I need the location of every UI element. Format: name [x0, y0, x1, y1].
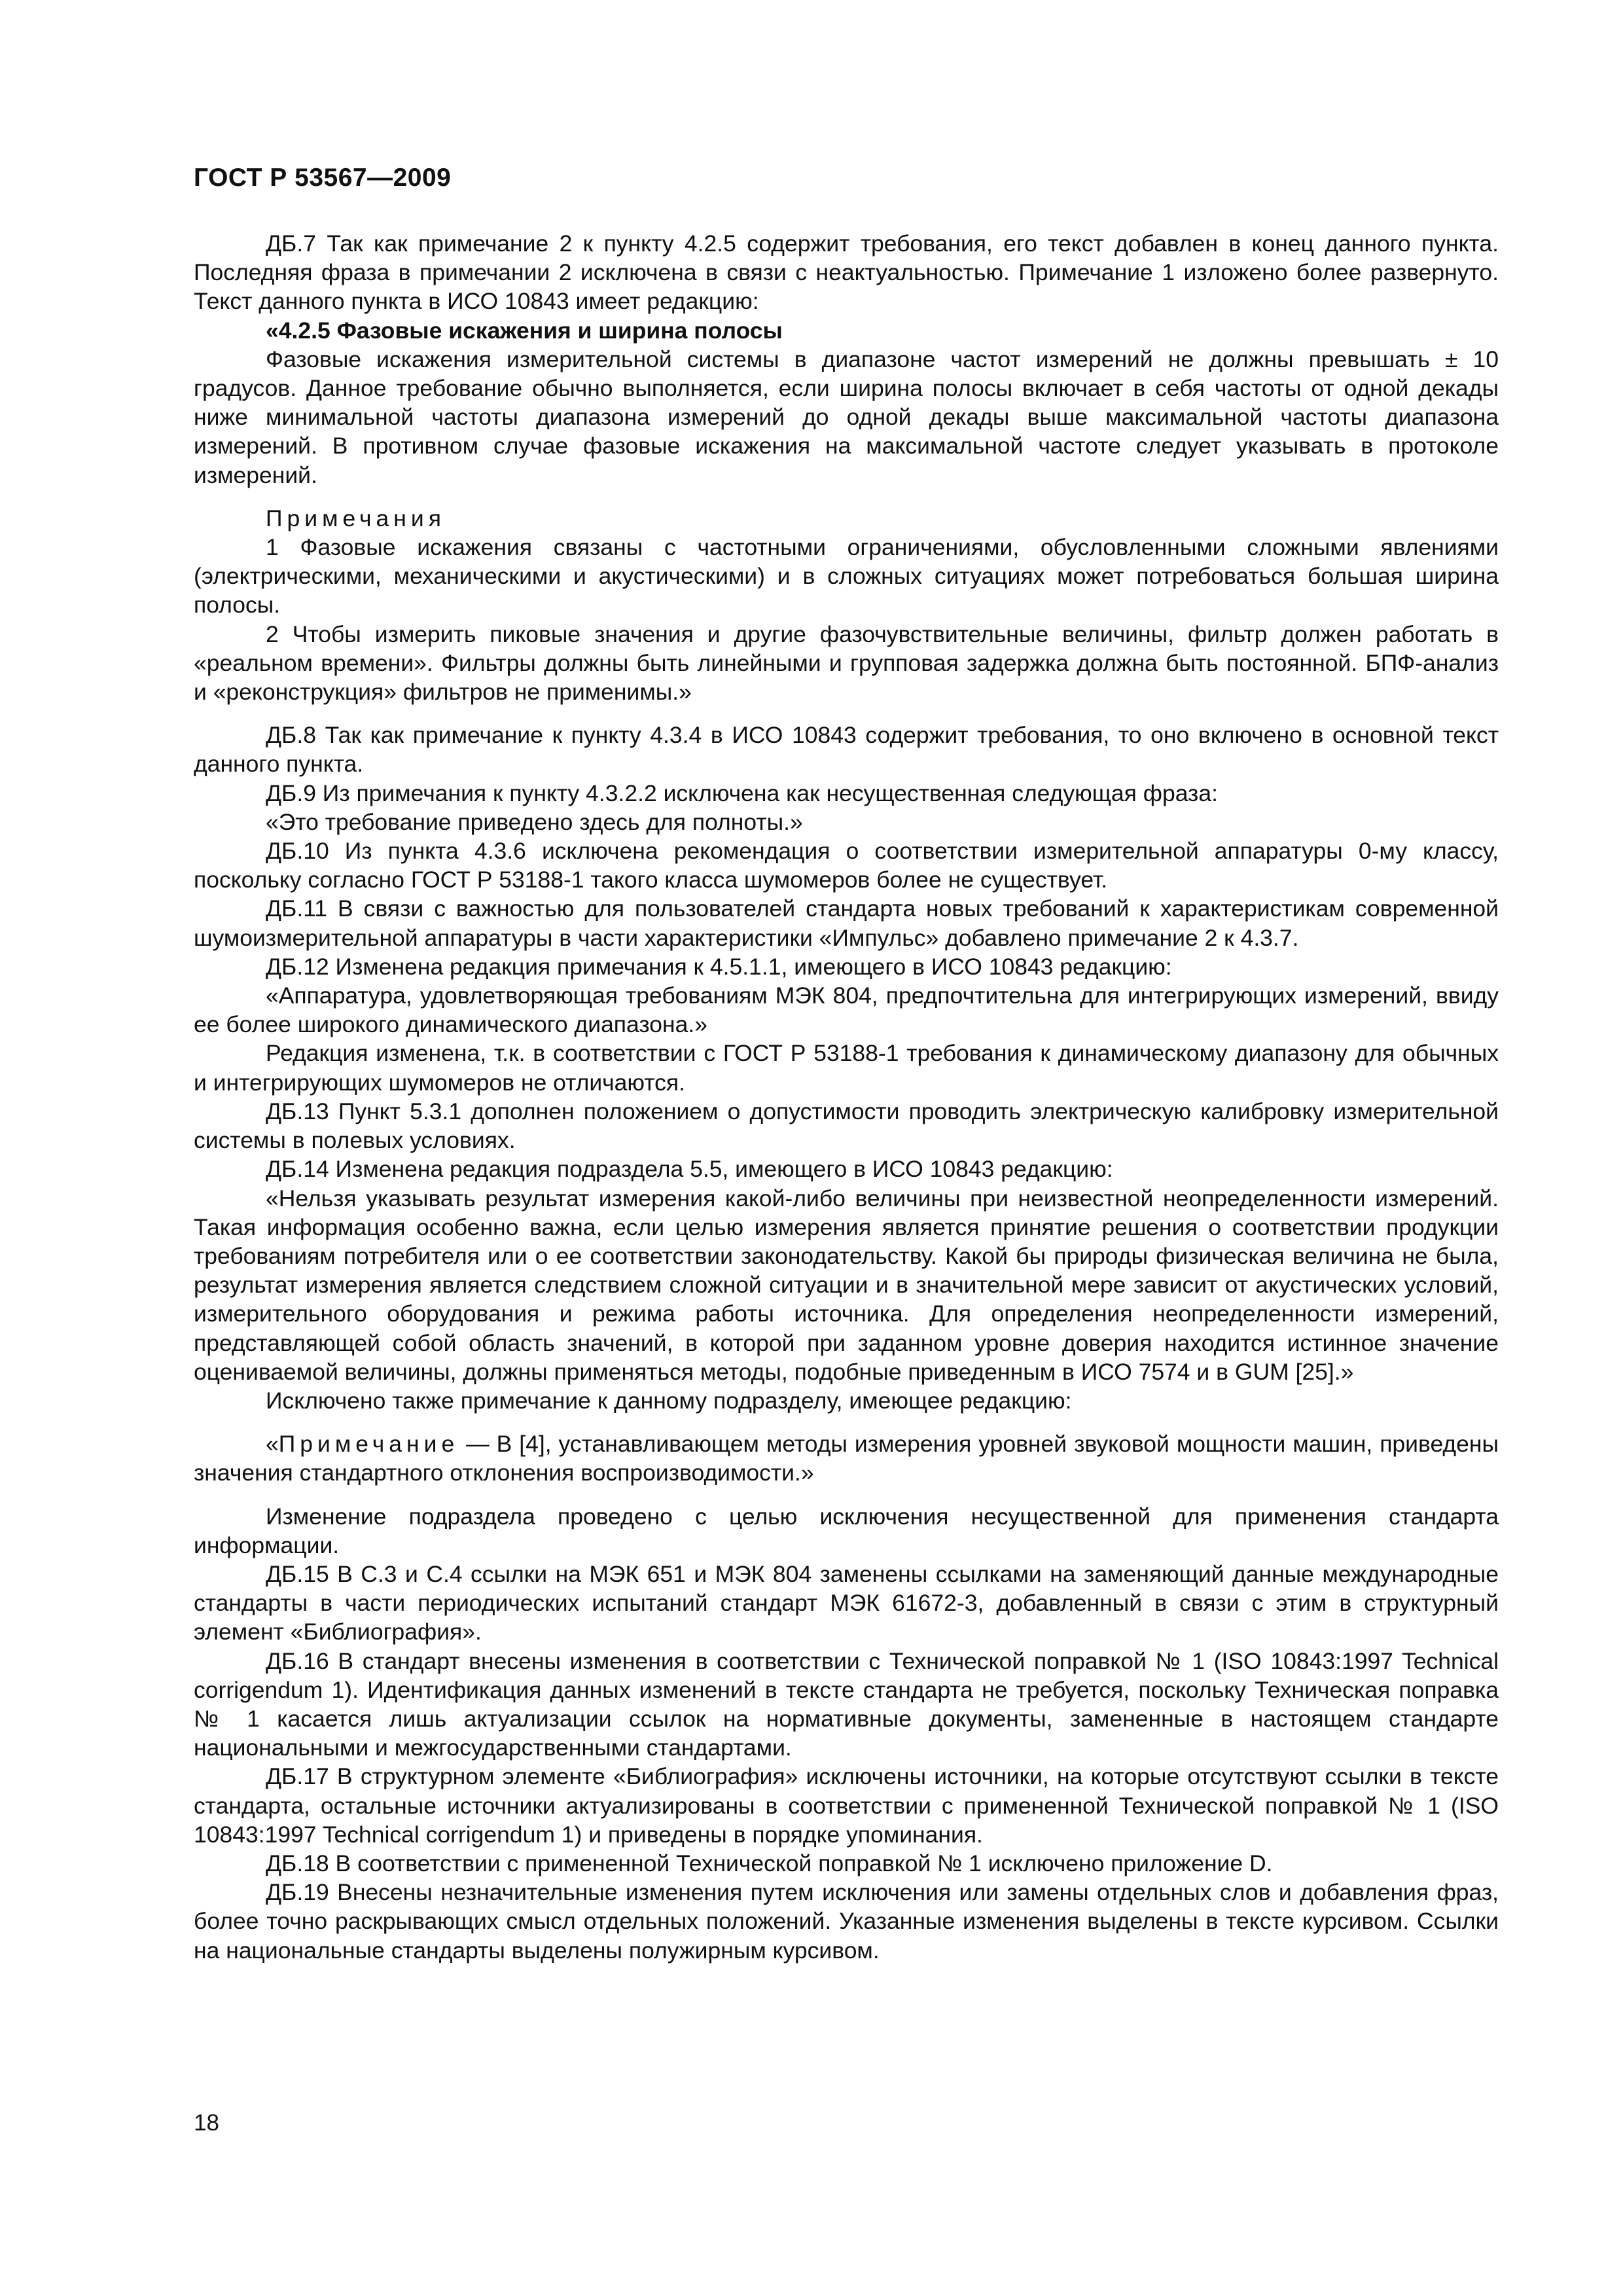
- paragraph-db13: ДБ.13 Пункт 5.3.1 дополнен положением о допустимости проводить электрическую калибровку измерительной системы в полевых условиях.: [194, 1098, 1499, 1154]
- paragraph-db17: ДБ.17 В структурном элементе «Библиография» исключены источники, на которые отсутствуют ссылки в тексте стандарта, остальные источники актуализированы в соответствии с примененной Технической поправкой № 1 (ISO 10843:1997 Technical corrigendum 1) и приведены в порядке упоминания.: [194, 1763, 1499, 1848]
- document-code-header: ГОСТ Р 53567—2009: [194, 164, 452, 192]
- paragraph-db14: ДБ.14 Изменена редакция подраздела 5.5, имеющего в ИСО 10843 редакцию:: [266, 1156, 1113, 1183]
- note-1: 1 Фазовые искажения связаны с частотными ограничениями, обусловленными сложными явлениями (электрическими, механическими и акустическими) и в сложных ситуациях может потребоваться большая ширина полосы.: [194, 534, 1499, 619]
- notes-title-text: Примечания: [266, 505, 446, 531]
- quote-db14: «Нельзя указывать результат измерения какой-либо величины при неизвестной неопределенности измерений. Такая информация особенно важна, если целью измерения является принятие решения о соответствии продукции требованиям потребителя или о ее соответствии законодательству. Какой бы природы физическая величина не была, результат измерения является следствием сложной ситуации и в значительной мере зависит от акустических условий, измерительного оборудования и режима работы источника. Для определения неопределенности измерений, представляющей собой область значений, в которой при заданном уровне доверия находится истинное значение оцениваемой величины, должны применяться методы, подобные приведенным в ИСО 7574 и в GUM [25].»: [194, 1185, 1499, 1385]
- paragraph-db7: ДБ.7 Так как примечание 2 к пункту 4.2.5 содержит требования, его текст добавлен в конец данного пункта. Последняя фраза в примечании 2 исключена в связи с неактуальностью. Примечание 1 изложено более развернуто. Текст данного пункта в ИСО 10843 имеет редакцию:: [194, 230, 1499, 315]
- paragraph-db14-note-intro: Исключено также примечание к данному подразделу, имеющее редакцию:: [266, 1387, 1072, 1414]
- paragraph-db18: ДБ.18 В соответствии с примененной Технической поправкой № 1 исключено приложение D.: [266, 1850, 1273, 1876]
- paragraph-db16: ДБ.16 В стандарт внесены изменения в соответствии с Технической поправкой № 1 (ISO 10843:1997 Technical corrigendum 1). Идентификация данных изменений в тексте стандарта не требуется, поскольку Техническая поправка № 1 касается лишь актуализации ссылок на нормативные документы, замененные в настоящем стандарте национальными и межгосударственными стандартами.: [194, 1647, 1499, 1761]
- note-2: 2 Чтобы измерить пиковые значения и другие фазочувствительные величины, фильтр должен работать в «реальном времени». Фильтры должны быть линейными и групповая задержка должна быть постоянной. БПФ-анализ и «реконструкция» фильтров не применимы.»: [194, 620, 1499, 706]
- quote-db9: «Это требование приведено здесь для полноты.»: [266, 808, 803, 835]
- quote-db14-note: «Примечание — В [4], устанавливающем методы измерения уровней звуковой мощности машин, приведены значения стандартного отклонения воспроизводимости.»: [194, 1431, 1499, 1486]
- paragraph-db19: ДБ.19 Внесены незначительные изменения путем исключения или замены отдельных слов и добавления фраз, более точно раскрывающих смысл отдельных положений. Указанные изменения выделены в тексте курсивом. Ссылки на национальные стандарты выделены полужирным курсивом.: [194, 1879, 1499, 1964]
- note-text: — В [4], устанавливающем методы измерения уровней звуковой мощности машин, приведены значения стандартного отклонения воспроизводимости.»: [194, 1431, 1499, 1486]
- paragraph-db12-comment: Редакция изменена, т.к. в соответствии с ГОСТ Р 53188-1 требования к динамическому диапазону для обычных и интегрирующих шумомеров не отличаются.: [194, 1040, 1499, 1096]
- document-body: [194, 229, 1499, 1965]
- paragraph-db10: ДБ.10 Из пункта 4.3.6 исключена рекомендация о соответствии измерительной аппаратуры 0-му классу, поскольку согласно ГОСТ Р 53188-1 такого класса шумомеров более не существует.: [194, 838, 1499, 893]
- paragraph-db9: ДБ.9 Из примечания к пункту 4.3.2.2 исключена как несущественная следующая фраза:: [266, 780, 1218, 806]
- paragraph-db14-summary: Изменение подраздела проведено с целью исключения несущественной для применения стандарта информации.: [194, 1503, 1499, 1558]
- paragraph-db11: ДБ.11 В связи с важностью для пользователей стандарта новых требований к характеристикам современной шумоизмерительной аппаратуры в части характеристики «Импульс» добавлено примечание 2 к 4.3.7.: [194, 895, 1499, 951]
- paragraph-db8: ДБ.8 Так как примечание к пункту 4.3.4 в ИСО 10843 содержит требования, то оно включено в основной текст данного пункта.: [194, 722, 1499, 778]
- quoted-section-heading: «4.2.5 Фазовые искажения и ширина полосы: [266, 317, 783, 344]
- paragraph-db12: ДБ.12 Изменена редакция примечания к 4.5.1.1, имеющего в ИСО 10843 редакцию:: [266, 953, 1172, 980]
- paragraph-db15: ДБ.15 В С.3 и С.4 ссылки на МЭК 651 и МЭК 804 заменены ссылками на заменяющий данные международные стандарты в части периодических испытаний стандарт МЭК 61672-3, добавленный в связи с этим в структурный элемент «Библиография».: [194, 1560, 1499, 1645]
- quote-db12: «Аппаратура, удовлетворяющая требованиям МЭК 804, предпочтительна для интегрирующих измерений, ввиду ее более широкого динамического диапазона.»: [194, 982, 1499, 1038]
- notes-title: [194, 504, 1499, 533]
- page-number: 18: [194, 2110, 219, 2136]
- paragraph-phase-distortion: Фазовые искажения измерительной системы в диапазоне частот измерений не должны превышать ± 10 градусов. Данное требование обычно выполняется, если ширина полосы включает в себя частоты от одной декады ниже минимальной частоты диапазона измерений до одной декады выше максимальной частоты диапазона измерений. В противном случае фазовые искажения на максимальной частоте следует указывать в протоколе измерений.: [194, 346, 1499, 488]
- note-word: Примечание: [278, 1431, 459, 1458]
